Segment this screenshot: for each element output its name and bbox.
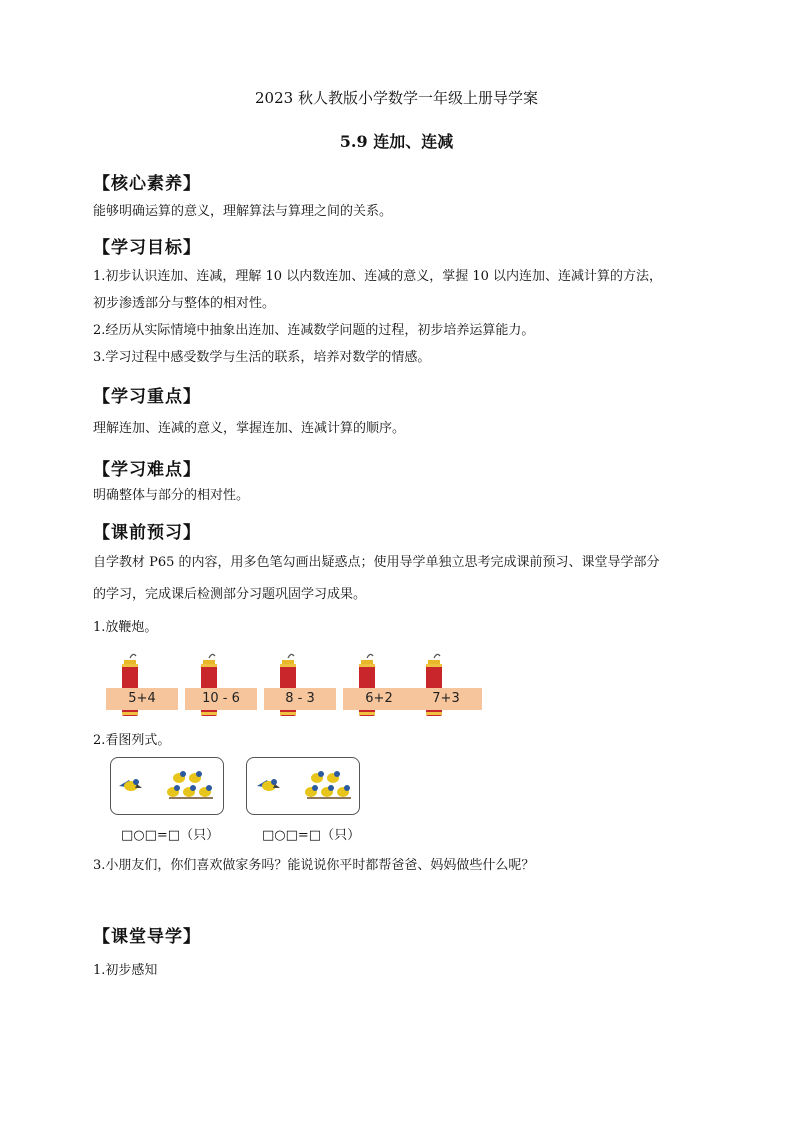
- bird-group-icon: [305, 771, 351, 798]
- preview-question-3: 3.小朋友们，你们喜欢做家务吗？能说说你平时都帮爸爸、妈妈做些什么呢？: [93, 858, 535, 873]
- preview-intro-line-2: 的学习，完成课后检测部分习题巩固学习成果。: [93, 587, 367, 602]
- firecracker-icon: [106, 650, 178, 722]
- firecracker-icon: [185, 650, 257, 722]
- difficulty-text: 明确整体与部分的相对性。: [93, 488, 250, 503]
- bird-group-icon: [167, 771, 213, 798]
- birds-illustration: [111, 758, 225, 816]
- firecracker-row: [106, 650, 486, 722]
- preview-question-2: 2.看图列式。: [93, 733, 171, 748]
- core-text: 能够明确运算的意义，理解算法与算理之间的关系。: [93, 204, 393, 219]
- lesson-title: 5.9 连加、连减: [339, 132, 454, 151]
- answer-blank-2: □○□=□（只）: [262, 828, 361, 843]
- flying-bird-icon: [257, 779, 280, 791]
- section-heading-difficulty: 【学习难点】: [93, 460, 201, 480]
- section-heading-core: 【核心素养】: [93, 174, 201, 194]
- section-heading-classroom: 【课堂导学】: [93, 927, 201, 947]
- firecracker-icon: [410, 650, 482, 722]
- goal-item-2: 2.经历从实际情境中抽象出连加、连减数学问题的过程，初步培养运算能力。: [93, 323, 535, 338]
- focus-text: 理解连加、连减的意义，掌握连加、连减计算的顺序。: [93, 421, 406, 436]
- section-heading-preview: 【课前预习】: [93, 523, 201, 543]
- firecracker-label: 6+2: [343, 688, 415, 710]
- classroom-question-1: 1.初步感知: [93, 963, 158, 978]
- firecracker-icon: [343, 650, 415, 722]
- goal-item-3: 3.学习过程中感受数学与生活的联系，培养对数学的情感。: [93, 350, 431, 365]
- picture-box-1: [110, 757, 224, 815]
- firecracker-1: [106, 650, 178, 722]
- firecracker-label: 10 - 6: [185, 688, 257, 710]
- firecracker-3: [264, 650, 336, 722]
- document-title: 2023 秋人教版小学数学一年级上册导学案: [255, 89, 538, 107]
- goal-item-1: 1.初步认识连加、连减，理解 10 以内数连加、连减的意义，掌握 10 以内连加、连减计算的方法，: [93, 269, 663, 284]
- firecracker-5: [410, 650, 482, 722]
- firecracker-icon: [264, 650, 336, 722]
- firecracker-4: [343, 650, 415, 722]
- birds-illustration: [247, 758, 361, 816]
- section-heading-goals: 【学习目标】: [93, 238, 201, 258]
- preview-question-1: 1.放鞭炮。: [93, 620, 158, 635]
- firecracker-label: 5+4: [106, 688, 178, 710]
- firecracker-2: [185, 650, 257, 722]
- preview-intro-line-1: 自学教材 P65 的内容，用多色笔勾画出疑惑点；使用导学单独立思考完成课前预习、课堂导学部分: [93, 555, 660, 570]
- firecracker-label: 7+3: [410, 688, 482, 710]
- goal-item-1-cont: 初步渗透部分与整体的相对性。: [93, 296, 276, 311]
- picture-box-2: [246, 757, 360, 815]
- firecracker-label: 8 - 3: [264, 688, 336, 710]
- flying-bird-icon: [119, 779, 142, 791]
- section-heading-focus: 【学习重点】: [93, 387, 201, 407]
- answer-blank-1: □○□=□（只）: [121, 828, 220, 843]
